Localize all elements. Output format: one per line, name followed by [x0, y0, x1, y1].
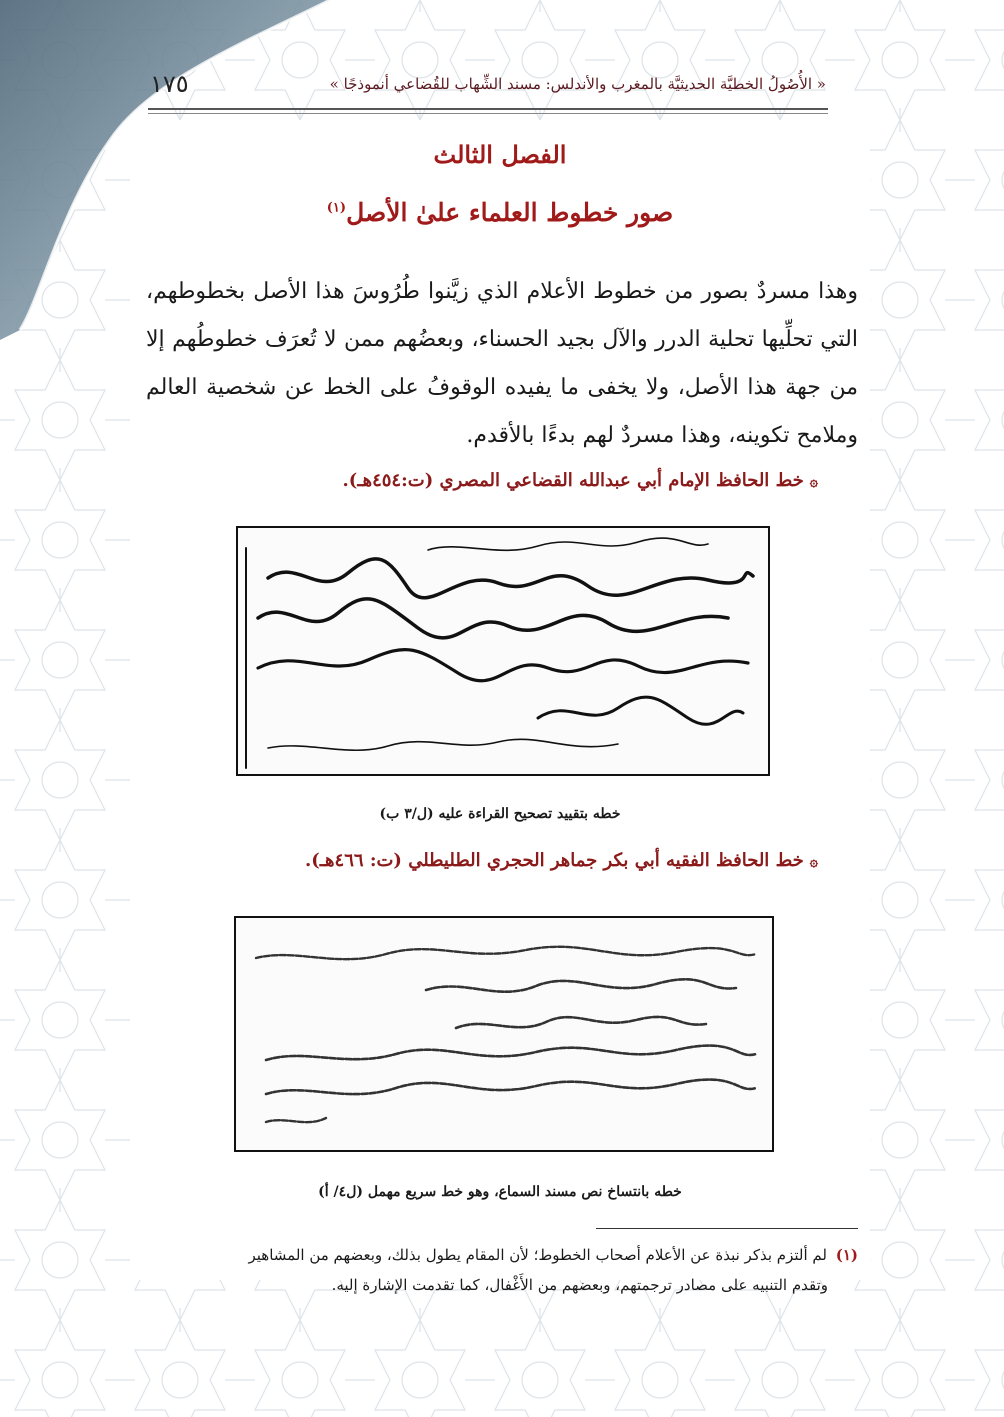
handwriting-sample-icon	[238, 528, 768, 774]
intro-paragraph: وهذا مسردٌ بصور من خطوط الأعلام الذي زيَّنوا طُرُوسَ هذا الأصل بخطوطهم، التي تحلِّيها تحلية الدرر والآل بجيد الحسناء، وبعضُهم ممن لا تُعرَف خطوطُهم إلا من جهة هذا الأصل، ولا يخفى ما يفيده الوقوفُ على الخط عن شخصية العالم وملامح تكوينه، وهذا مسردٌ لهم بدءًا بالأقدم.	[146, 279, 859, 448]
item-heading-text: خط الحافظ الفقيه أبي بكر جماهر الحجري الطليطلي (ت: ٤٦٦هـ).	[304, 850, 804, 871]
handwriting-sample-icon	[236, 918, 772, 1150]
section-title-text: صور خطوط العلماء علىٰ الأصل	[346, 198, 674, 227]
running-header-title: « الأُصُولُ الخطيَّة الحديثيَّة بالمغرب والأندلس: مسند الشِّهاب للقُضاعي أنموذجًا »	[329, 75, 826, 93]
manuscript-image-jamahir	[234, 916, 774, 1152]
ornament-bullet-icon: ۞	[809, 474, 818, 490]
running-header	[150, 66, 826, 102]
footnote-reference[interactable]: (١)	[326, 200, 347, 216]
footnote-line-1: لم ألتزم بذكر نبذة عن الأعلام أصحاب الخطوط؛ لأن المقام يطول بذلك، وبعضهم من المشاهير	[248, 1246, 827, 1264]
footnote-line-2: وتقدم التنبيه على مصادر ترجمتهم، وبعضهم من الأَغْفال، كما تقدمت الإشارة إليه.	[331, 1276, 828, 1294]
footnote	[146, 1240, 858, 1300]
header-rule	[148, 108, 828, 110]
item-heading-text: خط الحافظ الإمام أبي عبدالله القضاعي المصري (ت:٤٥٤هـ).	[342, 470, 804, 491]
header-rule-thin	[148, 113, 828, 114]
image-caption: خطه بانتساخ نص مسند السماع، وهو خط سريع مهمل (ل٤/ أ)	[318, 1184, 682, 1200]
page-number: ١٧٥	[150, 70, 189, 98]
footnote-marker: (١)	[835, 1246, 858, 1264]
footnote-separator	[596, 1228, 858, 1229]
manuscript-image-qudai	[236, 526, 770, 776]
item-heading-qudai	[343, 470, 818, 491]
image-caption: خطه بتقييد تصحيح القراءة عليه (ل/٣ ب)	[379, 806, 621, 822]
item-heading-jamahir	[305, 850, 818, 871]
section-title	[150, 198, 850, 227]
chapter-title: الفصل الثالث	[433, 140, 567, 169]
ornament-bullet-icon: ۞	[809, 854, 818, 870]
